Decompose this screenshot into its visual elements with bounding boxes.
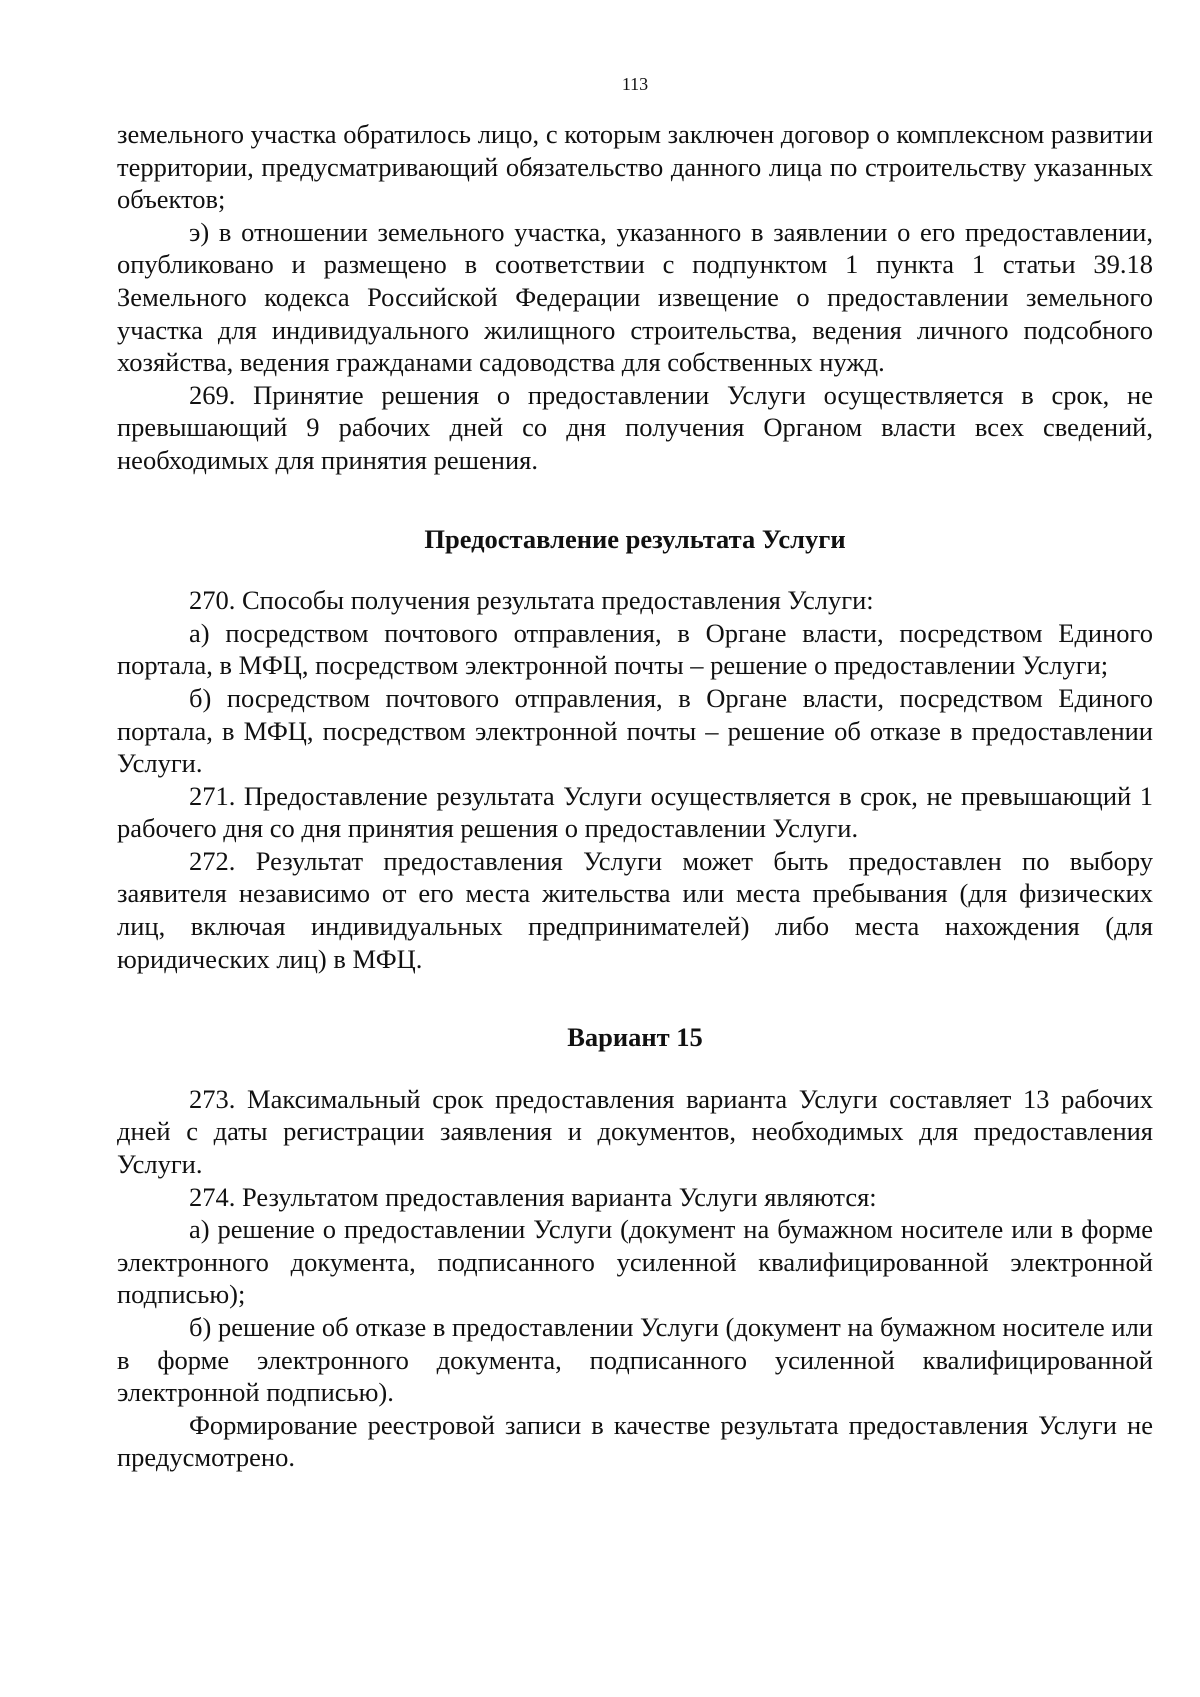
- paragraph: 274. Результатом предоставления варианта Услуги являются:: [189, 1181, 877, 1212]
- paragraph: 273. Максимальный срок предоставления варианта Услуги составляет 13 рабочих дней с даты регистрации заявления и документов, необходимых для предоставления Услуги.: [117, 1083, 1153, 1180]
- section-opening-paragraphs: [117, 118, 1153, 477]
- paragraph: Формирование реестровой записи в качестве результата предоставления Услуги не предусмотрено.: [117, 1409, 1153, 1473]
- paragraph: 271. Предоставление результата Услуги осуществляется в срок, не превышающий 1 рабочего дня со дня принятия решения о предоставлении Услуги.: [117, 780, 1153, 844]
- spacer: [117, 975, 1153, 1021]
- paragraph: а) решение о предоставлении Услуги (документ на бумажном носителе или в форме электронного документа, подписанного усиленной квалифицированной электронной подписью);: [117, 1214, 1153, 1310]
- spacer: [117, 477, 1153, 523]
- paragraph: 270. Способы получения результата предоставления Услуги:: [189, 585, 874, 616]
- paragraph: а) посредством почтового отправления, в Органе власти, посредством Единого портала, в МФЦ, посредством электронной почты – решение о предоставлении Услуги;: [117, 617, 1153, 681]
- section-heading: Вариант 15: [567, 1022, 703, 1053]
- section-heading: Предоставление результата Услуги: [424, 523, 846, 554]
- section-result-paragraphs: [117, 584, 1153, 975]
- paragraph: земельного участка обратилось лицо, с которым заключен договор о комплексном развитии территории, предусматривающий обязательство данного лица по строительству указанных объектов;: [117, 119, 1153, 215]
- spacer: [117, 555, 1153, 584]
- section-variant-paragraphs: [117, 1083, 1153, 1474]
- paragraph: э) в отношении земельного участка, указанного в заявлении о его предоставлении, опубликовано и размещено в соответствии с подпунктом 1 пункта 1 статьи 39.18 Земельного кодекса Российской Федерации извещение о предоставлении земельного участка для индивидуального жилищного строительства, ведения личного подсобного хозяйства, ведения гражданами садоводства для собственных нужд.: [117, 216, 1153, 378]
- paragraph: 272. Результат предоставления Услуги может быть предоставлен по выбору заявителя независимо от его места жительства или места пребывания (для физических лиц, включая индивидуальных предпринимателей) либо места нахождения (для юридических лиц) в МФЦ.: [117, 845, 1153, 974]
- page-number: 113: [621, 74, 649, 94]
- paragraph: б) решение об отказе в предоставлении Услуги (документ на бумажном носителе или в форме электронного документа, подписанного усиленной квалифицированной электронной подписью).: [117, 1312, 1153, 1408]
- document-body: [117, 118, 1153, 1474]
- spacer: [117, 1054, 1153, 1083]
- paragraph: б) посредством почтового отправления, в Органе власти, посредством Единого портала, в МФЦ, посредством электронной почты – решение об отказе в предоставлении Услуги.: [117, 682, 1153, 779]
- paragraph: 269. Принятие решения о предоставлении Услуги осуществляется в срок, не превышающий 9 рабочих дней со дня получения Органом власти всех сведений, необходимых для принятия решения.: [117, 379, 1153, 475]
